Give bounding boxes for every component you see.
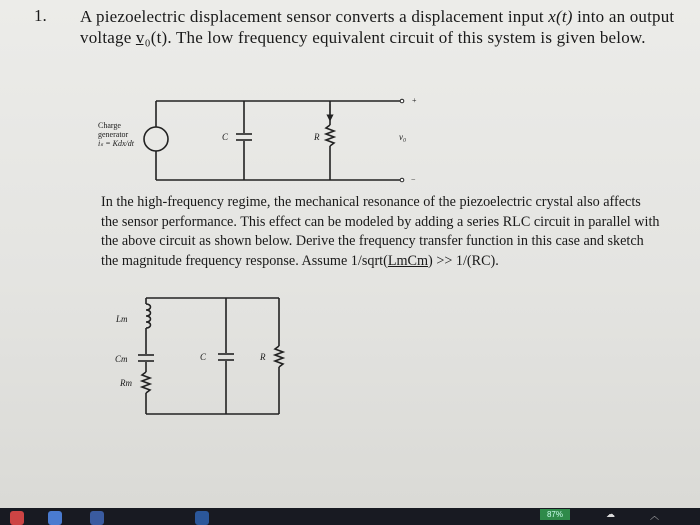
c-label-2: C: [200, 352, 207, 362]
output-terminal-plus: [400, 99, 404, 103]
lm-inductor-symbol: [146, 304, 151, 328]
charge-label: Charge: [98, 121, 121, 130]
part2-lmcm: LmCm: [387, 252, 429, 269]
part2-end: ) >> 1/(RC).: [428, 252, 499, 269]
app-icon[interactable]: [10, 511, 24, 525]
part2-text: In the high-frequency regime, the mechanical resonance of the piezoelectric crystal also affects the sensor performance. This effect can be modeled by adding a series RLC circuit in parallel with the above circuit as shown below. Derive the frequency transfer function in this case and sketch the magnitude frequency response. Assume 1/sqrt(: [101, 194, 660, 269]
res-r-label: R: [314, 132, 320, 142]
intro-vo: v₀: [135, 28, 151, 47]
intro-xt: x(t): [548, 7, 573, 26]
cap-c-label: C: [222, 132, 229, 142]
minus-label: −: [411, 175, 416, 184]
rm-label: Rm: [120, 378, 132, 388]
generator-label: generator: [98, 130, 129, 139]
current-source-symbol: [144, 127, 168, 151]
plus-label: +: [412, 96, 417, 105]
problem-number: 1.: [34, 6, 47, 25]
chevron-up-icon[interactable]: ︿: [650, 511, 660, 521]
output-vo-label: v₀: [399, 132, 407, 142]
problem-part2: [101, 193, 661, 271]
r-label-2: R: [260, 352, 266, 362]
battery-indicator: 87%: [540, 509, 570, 520]
output-terminal-minus: [400, 178, 404, 182]
source-equation: iₛ = Kdx/dt: [98, 139, 134, 148]
app-icon[interactable]: [90, 511, 104, 525]
intro-text-pre: A piezoelectric displacement sensor converts a displacement input: [80, 7, 549, 26]
taskbar: [0, 508, 700, 525]
word-icon[interactable]: [195, 511, 209, 525]
cm-label: Cm: [115, 354, 128, 364]
app-icon[interactable]: [48, 511, 62, 525]
intro-text-mid: into an output voltage: [80, 7, 675, 47]
intro-text-post: (t). The low frequency equivalent circuit of this system is given below.: [150, 28, 646, 47]
wifi-icon[interactable]: ☁: [606, 509, 615, 519]
lm-label: Lm: [116, 314, 128, 324]
